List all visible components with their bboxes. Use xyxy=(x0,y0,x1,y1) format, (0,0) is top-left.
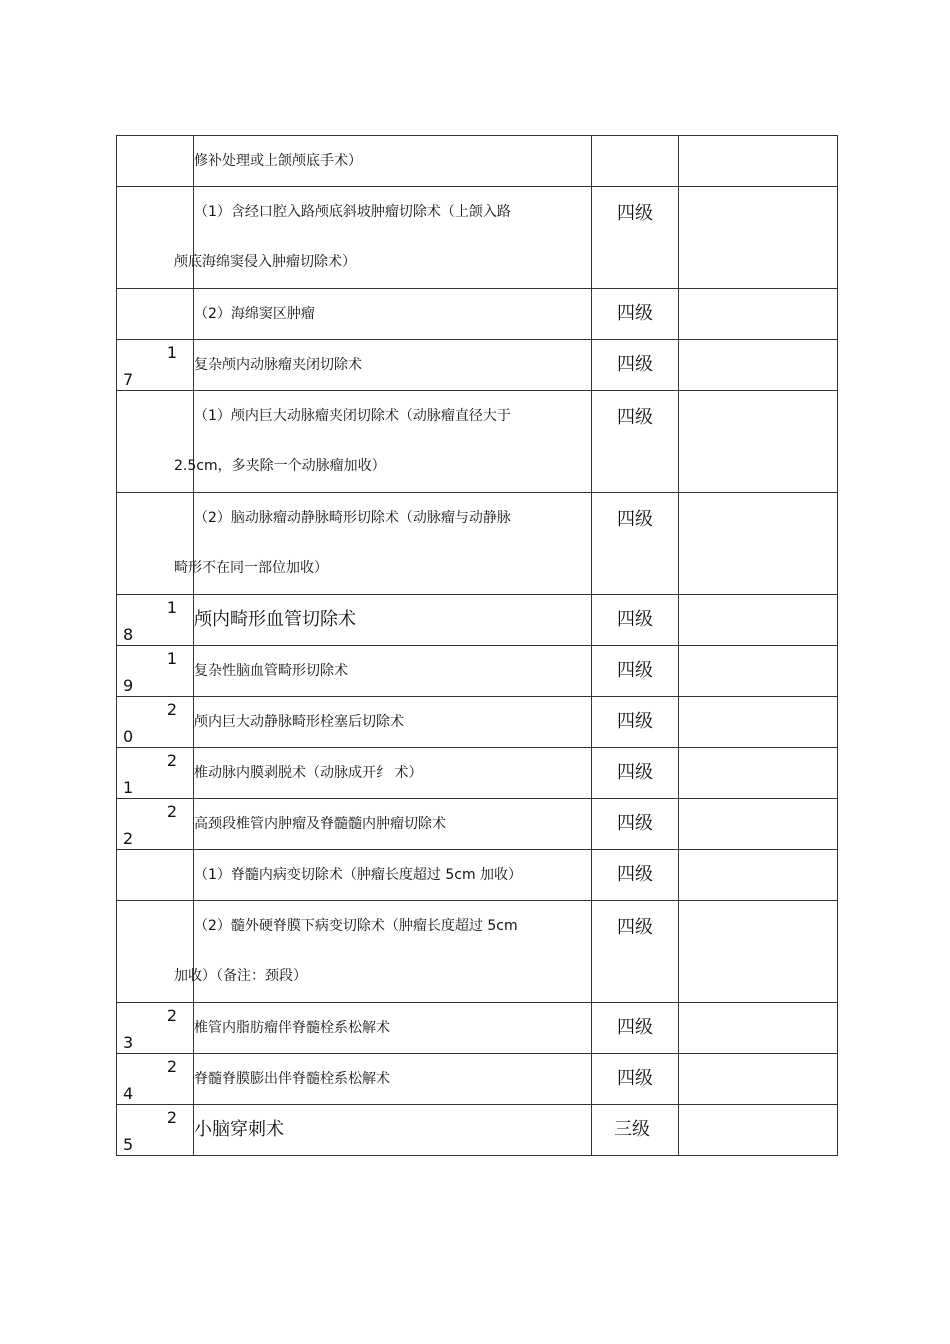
row-number-digit: 3 xyxy=(123,1033,134,1052)
procedure-table xyxy=(116,135,838,1156)
table-row xyxy=(117,748,838,799)
procedure-name-line: 加收）（备注：颈段） xyxy=(174,968,307,984)
surgery-level: 四级 xyxy=(617,609,653,630)
surgery-level: 四级 xyxy=(617,407,653,428)
surgery-level: 四级 xyxy=(617,1068,653,1089)
level-cell xyxy=(592,901,679,1003)
table-row xyxy=(117,187,838,289)
procedure-name: 椎管内脂肪瘤伴脊髓栓系松解术 xyxy=(194,1020,390,1036)
procedure-name: 脊髓脊膜膨出伴脊髓栓系松解术 xyxy=(194,1071,390,1087)
surgery-level: 三级 xyxy=(614,1119,650,1140)
surgery-level: 四级 xyxy=(617,864,653,885)
surgery-level: 四级 xyxy=(617,203,653,224)
level-cell xyxy=(592,1054,679,1105)
surgery-level: 四级 xyxy=(617,303,653,324)
procedure-name-cell xyxy=(194,799,592,850)
row-number-digit: 0 xyxy=(123,727,134,746)
note-cell xyxy=(679,136,838,187)
level-cell xyxy=(592,646,679,697)
row-number-digit: 7 xyxy=(123,370,134,389)
procedure-name-cell xyxy=(194,595,592,646)
row-number-digit: 2 xyxy=(166,1006,177,1025)
row-number-cell xyxy=(117,697,194,748)
procedure-name-line: （2）脑动脉瘤动静脉畸形切除术（动脉瘤与动静脉 xyxy=(194,510,511,526)
procedure-name-cell xyxy=(174,493,592,595)
procedure-name-cell xyxy=(194,697,592,748)
row-number-digit: 4 xyxy=(123,1084,134,1103)
level-cell xyxy=(592,1105,679,1156)
note-cell xyxy=(679,187,838,289)
surgery-level: 四级 xyxy=(617,509,653,530)
table-row xyxy=(117,595,838,646)
row-number-cell xyxy=(117,1105,194,1156)
row-number-cell xyxy=(117,1003,194,1054)
row-number-cell xyxy=(117,391,194,493)
row-number-cell xyxy=(117,799,194,850)
level-cell xyxy=(592,340,679,391)
procedure-name: 椎动脉内膜剥脱术（动脉成开纟 术） xyxy=(194,765,423,781)
row-number-cell xyxy=(117,646,194,697)
note-cell xyxy=(679,340,838,391)
procedure-name-cell xyxy=(194,289,592,340)
procedure-name: 修补处理或上颌颅底手术） xyxy=(194,153,362,169)
procedure-name-line: （1）含经口腔入路颅底斜坡肿瘤切除术（上颌入路 xyxy=(194,204,511,220)
procedure-name: （2）海绵窦区肿瘤 xyxy=(194,306,315,322)
table-row xyxy=(117,1054,838,1105)
table-row xyxy=(117,136,838,187)
table-row xyxy=(117,799,838,850)
procedure-name-cell xyxy=(194,136,592,187)
procedure-name-cell xyxy=(194,1054,592,1105)
row-number-cell xyxy=(117,850,194,901)
surgery-level: 四级 xyxy=(617,354,653,375)
procedure-name-cell xyxy=(174,391,592,493)
level-cell xyxy=(592,187,679,289)
row-number-digit: 1 xyxy=(123,778,134,797)
row-number-cell xyxy=(117,1054,194,1105)
table-row xyxy=(117,901,838,1003)
table-row xyxy=(117,646,838,697)
row-number-cell xyxy=(117,901,194,1003)
level-cell xyxy=(592,799,679,850)
row-number-cell xyxy=(117,340,194,391)
procedure-name-cell xyxy=(174,187,592,289)
row-number-digit: 1 xyxy=(166,598,177,617)
level-cell xyxy=(592,748,679,799)
table-row xyxy=(117,340,838,391)
procedure-name-line: （2）髓外硬脊膜下病变切除术（肿瘤长度超过 5cm xyxy=(194,918,518,934)
procedure-name-line: 畸形不在同一部位加收） xyxy=(174,560,328,576)
note-cell xyxy=(679,646,838,697)
procedure-name: 高颈段椎管内肿瘤及脊髓髓内肿瘤切除术 xyxy=(194,816,446,832)
table-row xyxy=(117,289,838,340)
table-row xyxy=(117,1105,838,1156)
table-row xyxy=(117,493,838,595)
note-cell xyxy=(679,391,838,493)
row-number-digit: 2 xyxy=(166,700,177,719)
note-cell xyxy=(679,1054,838,1105)
procedure-name: 复杂颅内动脉瘤夹闭切除术 xyxy=(194,357,362,373)
note-cell xyxy=(679,289,838,340)
row-number-cell xyxy=(117,136,194,187)
row-number-digit: 2 xyxy=(166,1057,177,1076)
row-number-digit: 9 xyxy=(123,676,134,695)
row-number-digit: 5 xyxy=(123,1135,134,1154)
row-number-cell xyxy=(117,289,194,340)
table-row xyxy=(117,850,838,901)
level-cell xyxy=(592,697,679,748)
surgery-level: 四级 xyxy=(617,813,653,834)
procedure-name-cell xyxy=(194,340,592,391)
note-cell xyxy=(679,1003,838,1054)
note-cell xyxy=(679,493,838,595)
row-number-cell xyxy=(117,493,194,595)
level-cell xyxy=(592,493,679,595)
procedure-name: （1）脊髓内病变切除术（肿瘤长度超过 5cm 加收） xyxy=(194,867,523,883)
note-cell xyxy=(679,748,838,799)
note-cell xyxy=(679,697,838,748)
procedure-name: 复杂性脑血管畸形切除术 xyxy=(194,663,348,679)
level-cell xyxy=(592,289,679,340)
procedure-name-cell xyxy=(194,748,592,799)
row-number-digit: 1 xyxy=(166,649,177,668)
row-number-cell xyxy=(117,748,194,799)
procedure-name-line: （1）颅内巨大动脉瘤夹闭切除术（动脉瘤直径大于 xyxy=(194,408,511,424)
procedure-name: 颅内巨大动静脉畸形栓塞后切除术 xyxy=(194,714,404,730)
level-cell xyxy=(592,595,679,646)
level-cell xyxy=(592,850,679,901)
table-row xyxy=(117,391,838,493)
table-row xyxy=(117,697,838,748)
surgery-level: 四级 xyxy=(617,711,653,732)
level-cell xyxy=(592,1003,679,1054)
level-cell xyxy=(592,136,679,187)
row-number-digit: 2 xyxy=(166,802,177,821)
surgery-level: 四级 xyxy=(617,917,653,938)
level-cell xyxy=(592,391,679,493)
surgery-level: 四级 xyxy=(617,762,653,783)
procedure-name-cell xyxy=(194,850,592,901)
procedure-name-line: 颅底海绵窦侵入肿瘤切除术） xyxy=(174,254,356,270)
note-cell xyxy=(679,901,838,1003)
procedure-name-cell xyxy=(194,646,592,697)
row-number-digit: 2 xyxy=(166,1108,177,1127)
procedure-name: 颅内畸形血管切除术 xyxy=(194,609,356,630)
procedure-name-cell xyxy=(194,1105,592,1156)
surgery-level: 四级 xyxy=(617,1017,653,1038)
row-number-digit: 2 xyxy=(123,829,134,848)
row-number-cell xyxy=(117,187,194,289)
row-number-digit: 2 xyxy=(166,751,177,770)
row-number-cell xyxy=(117,595,194,646)
table-row xyxy=(117,1003,838,1054)
procedure-name-cell xyxy=(174,901,592,1003)
procedure-name-line: 2.5cm，多夹除一个动脉瘤加收） xyxy=(174,458,386,474)
note-cell xyxy=(679,850,838,901)
row-number-digit: 1 xyxy=(166,343,177,362)
note-cell xyxy=(679,799,838,850)
row-number-digit: 8 xyxy=(123,625,134,644)
surgery-level: 四级 xyxy=(617,660,653,681)
note-cell xyxy=(679,1105,838,1156)
procedure-name: 小脑穿刺术 xyxy=(194,1119,284,1140)
procedure-name-cell xyxy=(194,1003,592,1054)
note-cell xyxy=(679,595,838,646)
